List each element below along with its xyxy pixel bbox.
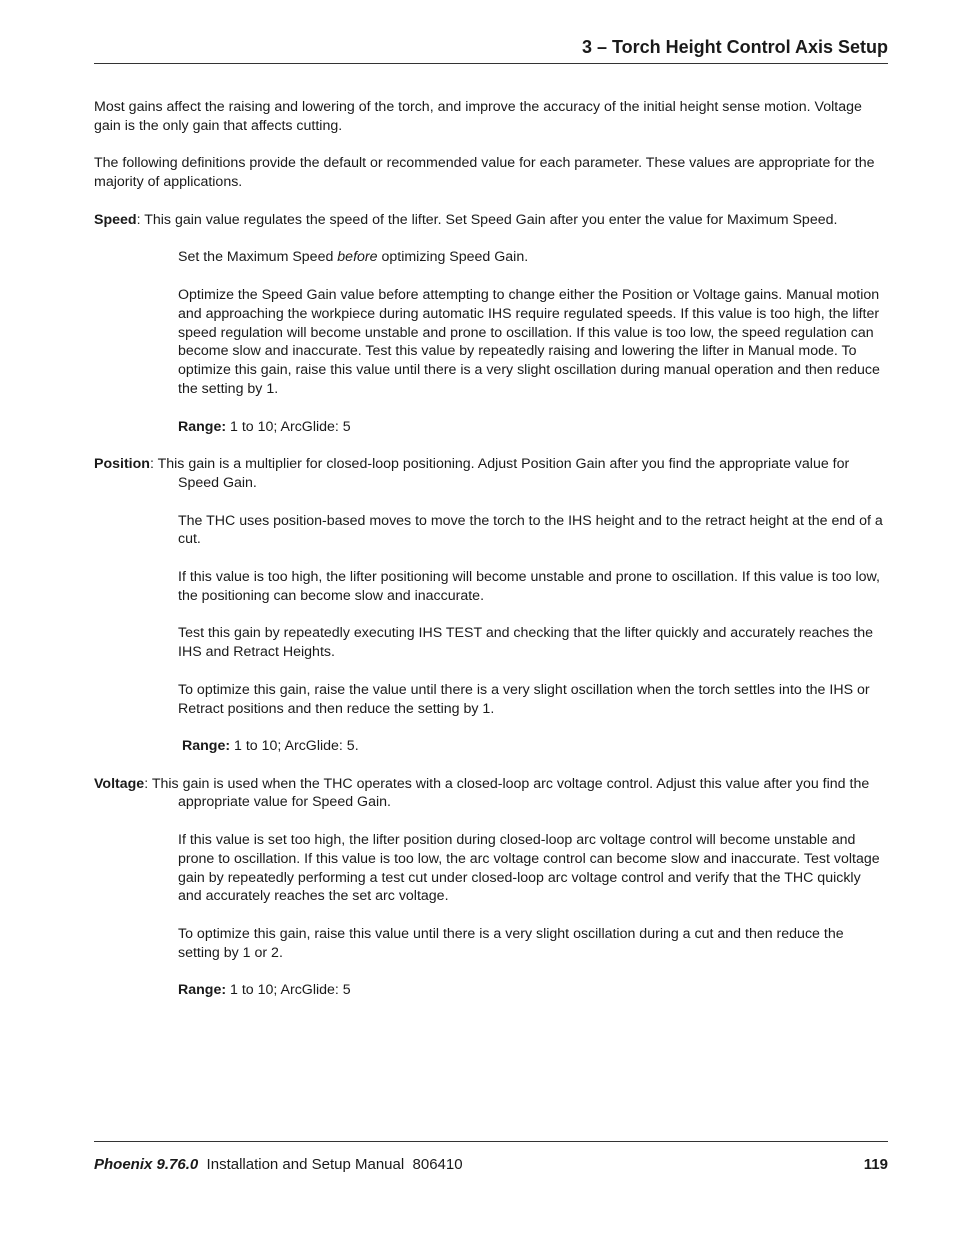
position-paragraph-4: To optimize this gain, raise the value until there is a very slight oscillation when the torch settles into the IHS or Retract positions and then reduce the setting by 1. — [178, 681, 870, 717]
speed-details: Optimize the Speed Gain value before attempting to change either the Position or Voltage gains. Manual motion and approaching the workpiece during automatic IHS require regulated speeds. If this value is too high, the lifter speed regulation will become unstable and prone to oscillation. If this value is too low, the speed regulation can become slow and inaccurate. Test this value by repeatedly raising and lowering the lifter in Manual mode. To optimize this gain, raise this value until there is a very slight oscillation during manual operation and then reduce the setting by 1. — [178, 286, 880, 397]
voltage-paragraph-2: To optimize this gain, raise this value until there is a very slight oscillation during a cut and then reduce the setting by 1 or 2. — [178, 926, 844, 961]
position-label: Position — [94, 456, 150, 473]
chapter-title: 3 – Torch Height Control Axis Setup — [581, 37, 888, 57]
speed-note-emphasis: before — [337, 249, 378, 266]
position-paragraph-1: The THC uses position-based moves to move the torch to the IHS height and to the retract height at the end of a cut. — [178, 512, 883, 548]
position-paragraph-2: If this value is too high, the lifter positioning will become unstable and prone to oscillation. If this value is too low, the positioning can become slow and inaccurate. — [178, 568, 880, 604]
page-body — [94, 98, 888, 1019]
speed-definition — [94, 211, 888, 230]
speed-definition-text: : This gain value regulates the speed of the lifter. Set Speed Gain after you enter the value for Maximum Speed. — [136, 211, 838, 228]
intro-paragraph-2: The following definitions provide the default or recommended value for each parameter. These values are appropriate for the majority of applications. — [94, 155, 875, 191]
footer-product-name: Phoenix 9.76.0 — [94, 1156, 199, 1173]
voltage-range-label: Range: — [178, 982, 227, 999]
speed-label: Speed — [94, 211, 137, 228]
voltage-paragraph-1: If this value is set too high, the lifter position during closed-loop arc voltage control will become unstable and prone to oscillation. If this value is too low, the arc voltage control can become slow and inaccurate. Test voltage gain by repeatedly performing a test cut under closed-loop arc voltage control and verify that the THC quickly and accurately reaches the set arc voltage. — [178, 832, 880, 905]
speed-range-label: Range: — [178, 418, 227, 435]
position-range-label: Range: — [182, 738, 231, 755]
voltage-definition-text: : This gain is used when the THC operates with a closed-loop arc voltage control. Adjust this value after you find the appropriate value for Speed Gain. — [144, 775, 870, 811]
position-definition-text: : This gain is a multiplier for closed-loop positioning. Adjust Position Gain after you find the appropriate value for Speed Gain. — [149, 456, 850, 491]
speed-range — [94, 418, 888, 437]
voltage-label: Voltage — [94, 775, 145, 792]
page-header — [94, 36, 888, 64]
voltage-range-value: 1 to 10; ArcGlide: 5 — [226, 982, 351, 999]
position-paragraph-3: Test this gain by repeatedly executing IHS TEST and checking that the lifter quickly and accurately reaches the IHS and Retract Heights. — [178, 625, 874, 661]
voltage-range — [94, 981, 888, 1000]
intro-paragraph-1: Most gains affect the raising and lowering of the torch, and improve the accuracy of the initial height sense motion. Voltage gain is the only gain that affects cutting. — [94, 99, 862, 134]
page-footer — [94, 1141, 888, 1173]
speed-range-value: 1 to 10; ArcGlide: 5 — [226, 418, 351, 435]
position-range — [94, 737, 888, 756]
speed-note: Set the Maximum Speed before optimizing Speed Gain. — [178, 249, 529, 266]
position-definition — [94, 455, 888, 493]
page-number: 119 — [863, 1156, 888, 1173]
voltage-definition — [94, 775, 888, 813]
position-range-value: 1 to 10; ArcGlide: 5. — [230, 738, 359, 755]
footer-manual-title: Installation and Setup Manual 806410 — [198, 1156, 463, 1173]
footer-manual-info — [94, 1156, 463, 1173]
